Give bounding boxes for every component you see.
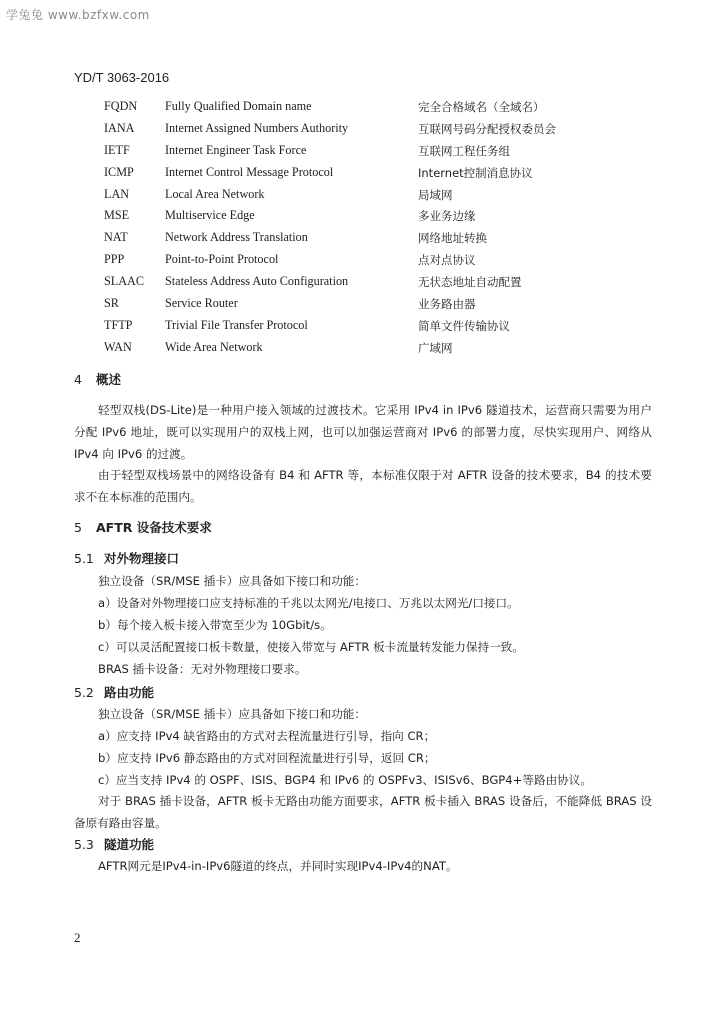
chinese-term: 广域网 [418, 340, 453, 355]
document-id-header: YD/T 3063-2016 [74, 70, 170, 85]
chinese-term: 多业务边缘 [418, 209, 476, 224]
text-line: b）每个接入板卡接入带宽至少为 10Gbit/s。 [98, 618, 332, 632]
text-line: 独立设备（SR/MSE 插卡）应具备如下接口和功能： [98, 574, 366, 588]
abbreviation: IETF [104, 142, 130, 157]
english-term: Fully Qualified Domain name [165, 99, 312, 113]
abbreviation: SLAAC [104, 274, 144, 289]
abbreviation-row [104, 227, 664, 249]
abbreviation-row [104, 205, 664, 227]
section-4-heading [74, 370, 121, 388]
text-line: a）应支持 IPv4 缺省路由的方式对去程流量进行引导，指向 CR； [98, 729, 436, 743]
section-title: AFTR 设备技术要求 [96, 520, 212, 535]
paragraph: 对于 BRAS 插卡设备，AFTR 板卡无路由功能方面要求，AFTR 板卡插入 BRAS 设备后，不能降低 BRAS 设备原有路由容量。 [74, 794, 652, 830]
chinese-term: 网络地址转换 [418, 231, 487, 246]
text-line: b）应支持 IPv6 静态路由的方式对回程流量进行引导，返回 CR； [98, 751, 436, 765]
english-term: Stateless Address Auto Configuration [165, 274, 349, 289]
english-term: Internet Assigned Numbers Authority [165, 120, 349, 135]
abbreviation-row [104, 337, 664, 359]
abbreviation: WAN [104, 339, 132, 354]
chinese-term: 互联网号码分配授权委员会 [418, 121, 556, 136]
section-title: 概述 [96, 372, 122, 387]
english-term: Multiservice Edge [165, 208, 255, 223]
chinese-term: 业务路由器 [418, 297, 476, 312]
chinese-term: 完全合格域名（全域名） [418, 100, 545, 114]
text-line: c）可以灵活配置接口板卡数量，使接入带宽与 AFTR 板卡流量转发能力保持一致。 [98, 640, 524, 654]
text-line: 独立设备（SR/MSE 插卡）应具备如下接口和功能： [98, 707, 366, 721]
abbreviation-row [104, 293, 664, 315]
english-term: Point-to-Point Protocol [165, 252, 279, 267]
english-term: Local Area Network [165, 186, 265, 201]
section-number: 4 [74, 372, 82, 387]
chinese-term: 局域网 [418, 187, 453, 202]
section-5-heading [74, 518, 212, 536]
chinese-term: 点对点协议 [418, 253, 476, 268]
abbreviation-row [104, 118, 664, 140]
watermark: 学兔兔 www.bzfxw.com [6, 8, 150, 22]
text-line: a）设备对外物理接口应支持标准的千兆以太网光/电接口、万兆以太网光/口接口。 [98, 596, 519, 610]
text-line: c）应当支持 IPv4 的 OSPF、ISIS、BGP4 和 IPv6 的 OSPFv3、ISISv6、BGP4+等路由协议。 [98, 773, 592, 787]
text-line: AFTR网元是IPv4-in-IPv6隧道的终点，并同时实现IPv4-IPv4的NAT。 [98, 859, 458, 873]
subsection-number: 5.2 [74, 685, 94, 700]
abbreviation: SR [104, 296, 119, 311]
abbreviation-row [104, 184, 664, 206]
subsection-5-3-heading [74, 835, 154, 853]
paragraph: 由于轻型双栈场景中的网络设备有 B4 和 AFTR 等，本标准仅限于对 AFTR 设备的技术要求，B4 的技术要求不在本标准的范围内。 [74, 468, 652, 504]
abbreviation: PPP [104, 252, 125, 267]
english-term: Trivial File Transfer Protocol [165, 317, 308, 332]
abbreviation-row [104, 249, 664, 271]
chinese-term: 互联网工程任务组 [418, 143, 510, 158]
text-line: BRAS 插卡设备：无对外物理接口要求。 [98, 662, 307, 676]
abbreviation-row [104, 162, 664, 184]
abbreviation: NAT [104, 230, 128, 245]
subsection-title: 隧道功能 [104, 837, 155, 852]
subsection-title: 对外物理接口 [104, 551, 180, 566]
subsection-5-1-heading [74, 549, 179, 567]
chinese-term: Internet控制消息协议 [418, 165, 533, 180]
subsection-5-2-heading [74, 683, 154, 701]
english-term: Service Router [165, 296, 238, 311]
subsection-title: 路由功能 [104, 685, 155, 700]
abbreviation-table [104, 96, 664, 359]
abbreviation: ICMP [104, 164, 134, 179]
english-term: Wide Area Network [165, 339, 263, 354]
chinese-term: 无状态地址自动配置 [418, 275, 522, 290]
abbreviation-row [104, 140, 664, 162]
section-number: 5 [74, 520, 82, 535]
subsection-number: 5.3 [74, 837, 94, 852]
abbreviation: MSE [104, 208, 130, 223]
abbreviation: LAN [104, 186, 130, 201]
chinese-term: 简单文件传输协议 [418, 318, 510, 333]
abbreviation: IANA [104, 120, 135, 135]
english-term: Network Address Translation [165, 230, 308, 245]
paragraph: 轻型双栈(DS-Lite)是一种用户接入领域的过渡技术。它采用 IPv4 in IPv6 隧道技术，运营商只需要为用户分配 IPv6 地址，既可以实现用户的双栈上网，也可以加强运营商对 IPv6 的部署力度，尽快实现用户、网络从 IPv4 向 IPv6 的过渡。 [74, 403, 652, 461]
abbreviation-row [104, 315, 664, 337]
english-term: Internet Engineer Task Force [165, 142, 307, 157]
abbreviation: FQDN [104, 99, 138, 113]
abbreviation-row [104, 96, 664, 118]
abbreviation-row [104, 271, 664, 293]
abbreviation: TFTP [104, 317, 133, 332]
english-term: Internet Control Message Protocol [165, 164, 334, 179]
subsection-number: 5.1 [74, 551, 94, 566]
page-number: 2 [74, 930, 81, 945]
